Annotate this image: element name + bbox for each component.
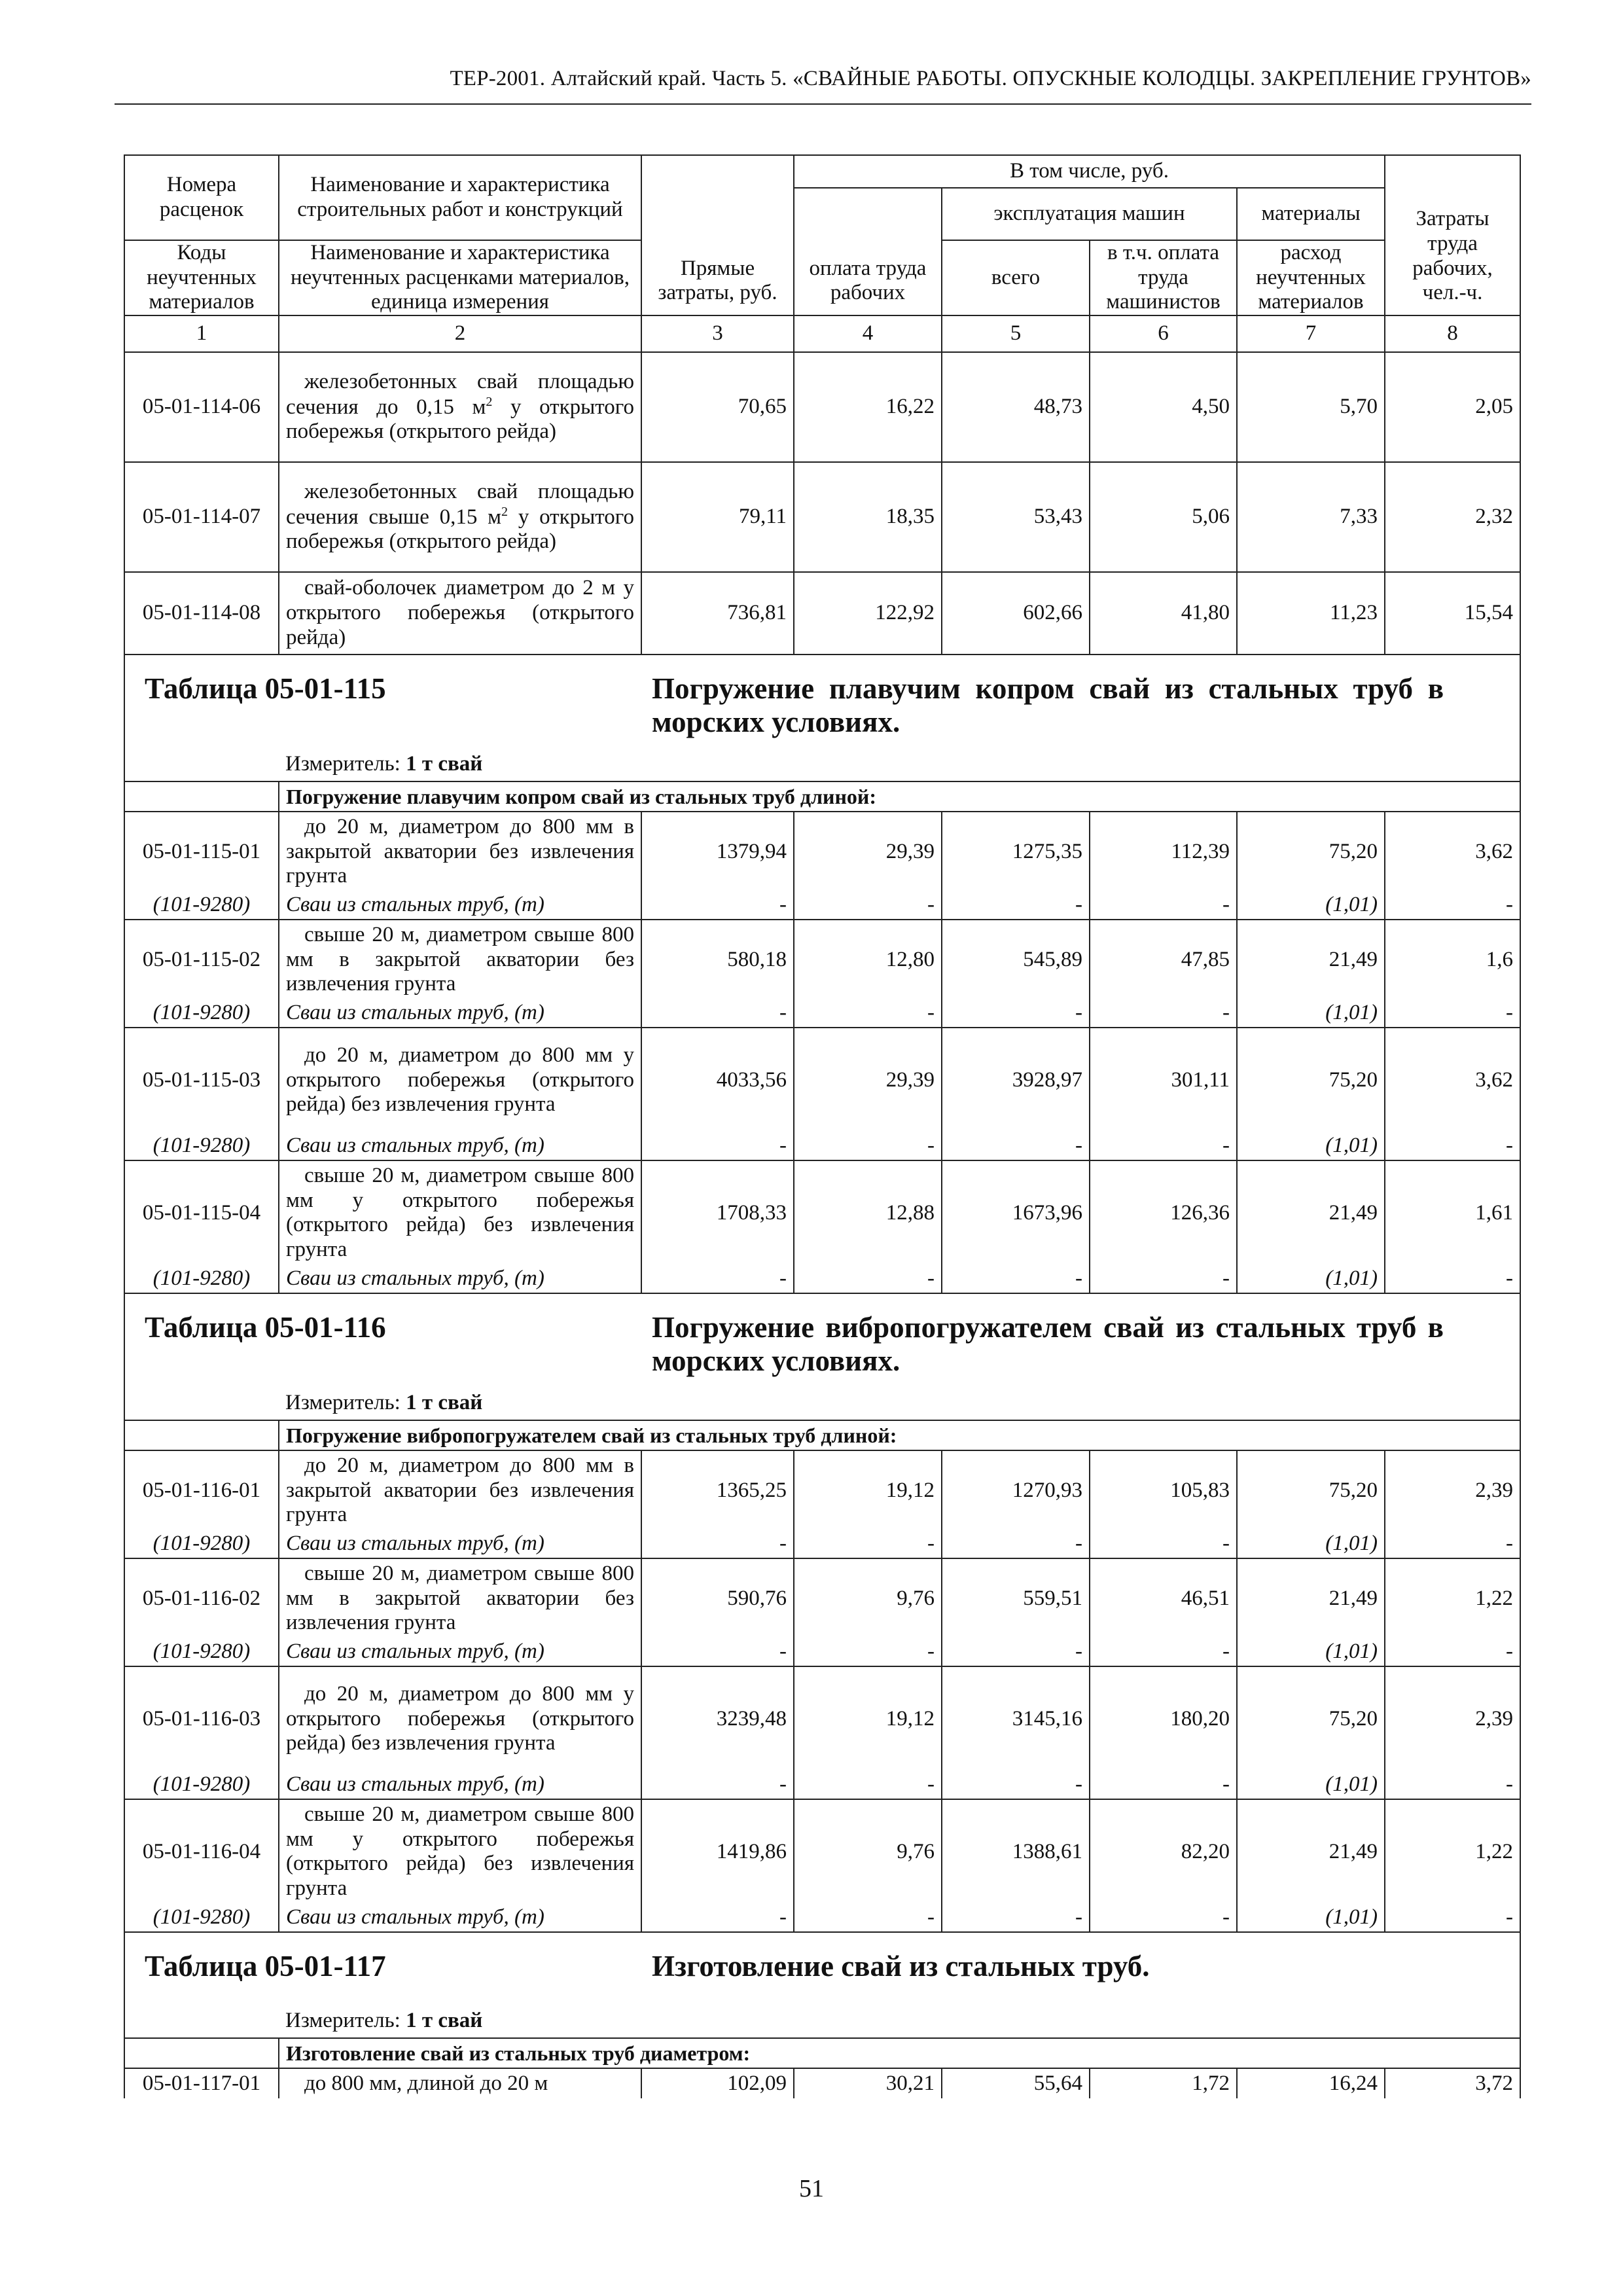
labor-pay: 12,88	[794, 1160, 942, 1265]
dash-cell: -	[641, 1638, 794, 1666]
machines-total: 53,43	[942, 462, 1090, 572]
direct-cost: 736,81	[641, 572, 794, 655]
table-title: Погружение плавучим копром свай из стальных труб в морских условиях.	[652, 672, 1444, 738]
material-name: Сваи из стальных труб, (т)	[279, 1132, 641, 1160]
operators-pay: 5,06	[1090, 462, 1237, 572]
dash-cell: -	[942, 1904, 1090, 1932]
dash-cell: -	[1090, 1771, 1237, 1799]
materials-cost: 75,20	[1237, 812, 1385, 891]
operators-pay: 46,51	[1090, 1558, 1237, 1638]
operators-pay: 126,36	[1090, 1160, 1237, 1265]
col-header-labor-cost: Затраты труда рабочих, чел.-ч.	[1385, 155, 1520, 315]
labor-hours: 3,62	[1385, 812, 1520, 891]
labor-pay: 122,92	[794, 572, 942, 655]
col-header-all: всего	[942, 240, 1090, 315]
material-quantity: (1,01)	[1237, 999, 1385, 1028]
col-number: 3	[641, 315, 794, 352]
table-title: Погружение вибропогружателем свай из стальных труб в морских условиях.	[652, 1310, 1444, 1377]
header-rule	[115, 103, 1531, 105]
direct-cost: 1379,94	[641, 812, 794, 891]
dash-cell: -	[1090, 891, 1237, 920]
col-header-labor-pay: оплата труда рабочих	[794, 188, 942, 315]
rate-description: свыше 20 м, диаметром свыше 800 мм в закрытой акватории без извлечения грунта	[279, 920, 641, 999]
section-heading: Погружение плавучим копром свай из стальных труб длиной:	[279, 781, 1520, 812]
machines-total: 1388,61	[942, 1799, 1090, 1904]
col-header-in-total: В том числе, руб.	[794, 155, 1385, 188]
dash-cell: -	[1385, 1265, 1520, 1293]
operators-pay: 301,11	[1090, 1028, 1237, 1132]
material-code: (101-9280)	[124, 1132, 279, 1160]
rate-description: железобетонных свай площадью сечения до 0,15 $м^2$ у открытого побережья (открытого рейда)	[279, 352, 641, 462]
col-header-materials: материалы	[1237, 188, 1385, 240]
rate-description: до 20 м, диаметром до 800 мм у открытого побережья (открытого рейда) без извлечения грунта	[279, 1028, 641, 1132]
rate-code: 05-01-115-01	[124, 812, 279, 891]
operators-pay: 1,72	[1090, 2068, 1237, 2098]
machines-total: 48,73	[942, 352, 1090, 462]
section-heading: Погружение вибропогружателем свай из стальных труб длиной:	[279, 1420, 1520, 1450]
rate-code: 05-01-115-03	[124, 1028, 279, 1132]
col-number: 6	[1090, 315, 1237, 352]
material-name: Сваи из стальных труб, (т)	[279, 1530, 641, 1558]
col-number: 1	[124, 315, 279, 352]
rate-code: 05-01-115-02	[124, 920, 279, 999]
col-number: 7	[1237, 315, 1385, 352]
labor-hours: 1,22	[1385, 1799, 1520, 1904]
labor-pay: 19,12	[794, 1450, 942, 1530]
direct-cost: 70,65	[641, 352, 794, 462]
table-label: Таблица 05-01-115	[145, 672, 386, 705]
operators-pay: 4,50	[1090, 352, 1237, 462]
material-name: Сваи из стальных труб, (т)	[279, 1771, 641, 1799]
dash-cell: -	[1385, 1530, 1520, 1558]
dash-cell: -	[794, 1265, 942, 1293]
material-quantity: (1,01)	[1237, 1771, 1385, 1799]
table-label: Таблица 05-01-117	[145, 1949, 386, 1982]
direct-cost: 1419,86	[641, 1799, 794, 1904]
labor-hours: 3,72	[1385, 2068, 1520, 2098]
table-title-block	[125, 655, 1520, 781]
labor-pay: 30,21	[794, 2068, 942, 2098]
dash-cell: -	[794, 999, 942, 1028]
running-header: ТЕР-2001. Алтайский край. Часть 5. «СВАЙНЫЕ РАБОТЫ. ОПУСКНЫЕ КОЛОДЦЫ. ЗАКРЕПЛЕНИЕ ГРУНТОВ»	[450, 67, 1531, 90]
rate-description: свыше 20 м, диаметром свыше 800 мм в закрытой акватории без извлечения грунта	[279, 1558, 641, 1638]
labor-pay: 12,80	[794, 920, 942, 999]
material-quantity: (1,01)	[1237, 1638, 1385, 1666]
direct-cost: 590,76	[641, 1558, 794, 1638]
labor-pay: 16,22	[794, 352, 942, 462]
machines-total: 545,89	[942, 920, 1090, 999]
dash-cell: -	[641, 1530, 794, 1558]
dash-cell: -	[942, 1771, 1090, 1799]
direct-cost: 1708,33	[641, 1160, 794, 1265]
rate-description: до 800 мм, длиной до 20 м	[279, 2068, 641, 2098]
dash-cell: -	[942, 891, 1090, 920]
materials-cost: 5,70	[1237, 352, 1385, 462]
direct-cost: 79,11	[641, 462, 794, 572]
col-header-mat-codes: Коды неучтенных материалов	[124, 240, 279, 315]
materials-cost: 7,33	[1237, 462, 1385, 572]
rate-code: 05-01-116-03	[124, 1666, 279, 1771]
materials-cost: 75,20	[1237, 1666, 1385, 1771]
table-title-block	[125, 1933, 1520, 2037]
dash-cell: -	[1385, 1771, 1520, 1799]
dash-cell: -	[641, 1904, 794, 1932]
dash-cell: -	[641, 1132, 794, 1160]
machines-total: 1275,35	[942, 812, 1090, 891]
section-heading: Изготовление свай из стальных труб диаметром:	[279, 2038, 1520, 2068]
labor-pay: 29,39	[794, 812, 942, 891]
col-number: 5	[942, 315, 1090, 352]
dash-cell: -	[794, 1132, 942, 1160]
rate-description: свай-оболочек диаметром до 2 м у открытого побережья (открытого рейда)	[279, 572, 641, 655]
rate-description: до 20 м, диаметром до 800 мм у открытого побережья (открытого рейда) без извлечения грунта	[279, 1666, 641, 1771]
labor-pay: 29,39	[794, 1028, 942, 1132]
labor-hours: 2,39	[1385, 1666, 1520, 1771]
operators-pay: 105,83	[1090, 1450, 1237, 1530]
material-quantity: (1,01)	[1237, 1132, 1385, 1160]
dash-cell: -	[1090, 1132, 1237, 1160]
dash-cell: -	[641, 999, 794, 1028]
material-code: (101-9280)	[124, 999, 279, 1028]
operators-pay: 41,80	[1090, 572, 1237, 655]
machines-total: 602,66	[942, 572, 1090, 655]
rate-description: свыше 20 м, диаметром свыше 800 мм у открытого побережья (открытого рейда) без извлечения грунта	[279, 1799, 641, 1904]
dash-cell: -	[1090, 999, 1237, 1028]
materials-cost: 21,49	[1237, 1558, 1385, 1638]
dash-cell: -	[641, 891, 794, 920]
labor-hours: 2,05	[1385, 352, 1520, 462]
labor-pay: 9,76	[794, 1558, 942, 1638]
dash-cell: -	[1090, 1638, 1237, 1666]
labor-hours: 2,32	[1385, 462, 1520, 572]
machines-total: 559,51	[942, 1558, 1090, 1638]
machines-total: 55,64	[942, 2068, 1090, 2098]
dash-cell: -	[794, 1530, 942, 1558]
rate-code: 05-01-114-07	[124, 462, 279, 572]
material-code: (101-9280)	[124, 1530, 279, 1558]
table-title: Изготовление свай из стальных труб.	[652, 1949, 1150, 1982]
dash-cell: -	[794, 1904, 942, 1932]
operators-pay: 47,85	[1090, 920, 1237, 999]
labor-pay: 18,35	[794, 462, 942, 572]
machines-total: 1673,96	[942, 1160, 1090, 1265]
material-quantity: (1,01)	[1237, 1265, 1385, 1293]
operators-pay: 180,20	[1090, 1666, 1237, 1771]
rate-code: 05-01-115-04	[124, 1160, 279, 1265]
operators-pay: 112,39	[1090, 812, 1237, 891]
dash-cell: -	[1385, 999, 1520, 1028]
rate-description: до 20 м, диаметром до 800 мм в закрытой акватории без извлечения грунта	[279, 1450, 641, 1530]
material-quantity: (1,01)	[1237, 891, 1385, 920]
table-title-block	[125, 1294, 1520, 1420]
materials-cost: 21,49	[1237, 920, 1385, 999]
materials-cost: 75,20	[1237, 1450, 1385, 1530]
materials-cost: 21,49	[1237, 1799, 1385, 1904]
rate-code: 05-01-116-01	[124, 1450, 279, 1530]
dash-cell: -	[641, 1265, 794, 1293]
rate-description: свыше 20 м, диаметром свыше 800 мм у открытого побережья (открытого рейда) без извлечения грунта	[279, 1160, 641, 1265]
material-quantity: (1,01)	[1237, 1530, 1385, 1558]
rate-code: 05-01-116-04	[124, 1799, 279, 1904]
col-header-codes: Номера расценок	[124, 155, 279, 240]
dash-cell: -	[942, 999, 1090, 1028]
direct-cost: 1365,25	[641, 1450, 794, 1530]
material-name: Сваи из стальных труб, (т)	[279, 1904, 641, 1932]
table-measure: Измеритель: 1 т свай	[285, 752, 483, 776]
material-code: (101-9280)	[124, 891, 279, 920]
material-name: Сваи из стальных труб, (т)	[279, 1265, 641, 1293]
col-header-direct: Прямые затраты, руб.	[641, 155, 794, 315]
direct-cost: 3239,48	[641, 1666, 794, 1771]
labor-hours: 1,6	[1385, 920, 1520, 999]
material-name: Сваи из стальных труб, (т)	[279, 1638, 641, 1666]
material-code: (101-9280)	[124, 1638, 279, 1666]
dash-cell: -	[942, 1132, 1090, 1160]
machines-total: 1270,93	[942, 1450, 1090, 1530]
dash-cell: -	[942, 1530, 1090, 1558]
dash-cell: -	[1090, 1904, 1237, 1932]
machines-total: 3928,97	[942, 1028, 1090, 1132]
col-number: 8	[1385, 315, 1520, 352]
dash-cell: -	[1090, 1530, 1237, 1558]
rate-code: 05-01-114-06	[124, 352, 279, 462]
rate-code: 05-01-114-08	[124, 572, 279, 655]
dash-cell: -	[1385, 1132, 1520, 1160]
page-number: 51	[799, 2175, 824, 2202]
col-number: 2	[279, 315, 641, 352]
labor-hours: 3,62	[1385, 1028, 1520, 1132]
materials-cost: 21,49	[1237, 1160, 1385, 1265]
dash-cell: -	[641, 1771, 794, 1799]
labor-hours: 1,61	[1385, 1160, 1520, 1265]
col-header-name: Наименование и характеристика строительных работ и конструкций	[279, 155, 641, 240]
table-measure: Измеритель: 1 т свай	[285, 2009, 483, 2033]
material-quantity: (1,01)	[1237, 1904, 1385, 1932]
labor-pay: 19,12	[794, 1666, 942, 1771]
machines-total: 3145,16	[942, 1666, 1090, 1771]
col-header-mat-usage: расход неучтенных материалов	[1237, 240, 1385, 315]
dash-cell: -	[1090, 1265, 1237, 1293]
dash-cell: -	[1385, 891, 1520, 920]
dash-cell: -	[794, 891, 942, 920]
rate-description: железобетонных свай площадью сечения свыше 0,15 $м^2$ у открытого побережья (открытого рейда)	[279, 462, 641, 572]
material-name: Сваи из стальных труб, (т)	[279, 999, 641, 1028]
table-label: Таблица 05-01-116	[145, 1310, 386, 1344]
labor-hours: 1,22	[1385, 1558, 1520, 1638]
material-code: (101-9280)	[124, 1771, 279, 1799]
labor-hours: 15,54	[1385, 572, 1520, 655]
col-header-machines: эксплуатация машин	[942, 188, 1237, 240]
rate-code: 05-01-117-01	[124, 2068, 279, 2098]
col-header-incl-operators: в т.ч. оплата труда машинистов	[1090, 240, 1237, 315]
labor-hours: 2,39	[1385, 1450, 1520, 1530]
col-number: 4	[794, 315, 942, 352]
col-header-mat-name: Наименование и характеристика неучтенных расценками материалов, единица измерения	[279, 240, 641, 315]
material-code: (101-9280)	[124, 1904, 279, 1932]
dash-cell: -	[942, 1265, 1090, 1293]
direct-cost: 102,09	[641, 2068, 794, 2098]
material-name: Сваи из стальных труб, (т)	[279, 891, 641, 920]
materials-cost: 75,20	[1237, 1028, 1385, 1132]
dash-cell: -	[1385, 1638, 1520, 1666]
direct-cost: 580,18	[641, 920, 794, 999]
dash-cell: -	[794, 1638, 942, 1666]
operators-pay: 82,20	[1090, 1799, 1237, 1904]
rate-code: 05-01-116-02	[124, 1558, 279, 1638]
dash-cell: -	[1385, 1904, 1520, 1932]
rates-table	[124, 154, 1521, 2098]
material-code: (101-9280)	[124, 1265, 279, 1293]
direct-cost: 4033,56	[641, 1028, 794, 1132]
rate-description: до 20 м, диаметром до 800 мм в закрытой акватории без извлечения грунта	[279, 812, 641, 891]
dash-cell: -	[794, 1771, 942, 1799]
dash-cell: -	[942, 1638, 1090, 1666]
table-measure: Измеритель: 1 т свай	[285, 1391, 483, 1415]
materials-cost: 16,24	[1237, 2068, 1385, 2098]
labor-pay: 9,76	[794, 1799, 942, 1904]
materials-cost: 11,23	[1237, 572, 1385, 655]
